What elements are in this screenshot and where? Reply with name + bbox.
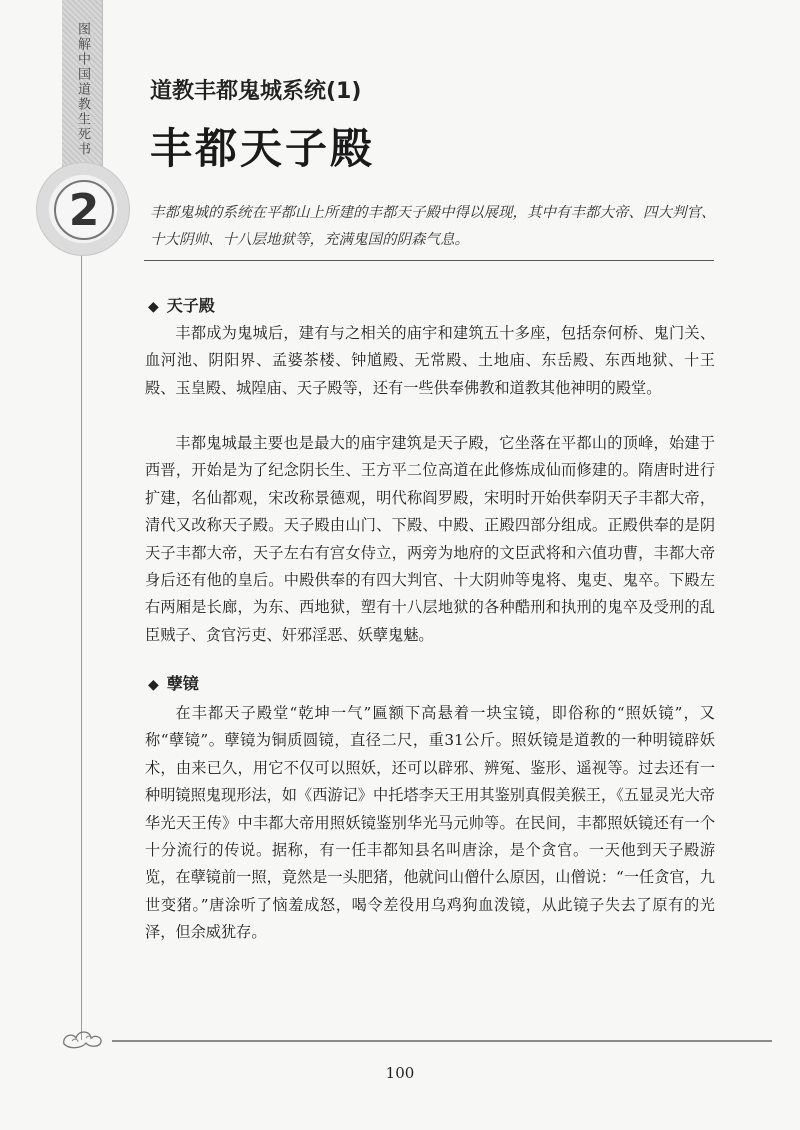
diamond-bullet-icon: ◆: [148, 677, 159, 693]
section-heading: [148, 293, 215, 316]
cloud-ornament-icon: [60, 1026, 110, 1052]
chapter-badge: [36, 162, 130, 256]
page-number: 100: [385, 1064, 415, 1082]
side-tab: [62, 0, 103, 175]
paragraph: 丰都成为鬼城后，建有与之相关的庙宇和建筑五十多座，包括奈何桥、鬼门关、血河池、阴阳界、孟婆茶楼、钟馗殿、无常殿、土地庙、东岳殿、东西地狱、十王殿、玉皇殿、城隍庙、天子殿等，还有一些供奉佛教和道教其他神明的殿堂。: [145, 324, 715, 397]
page-title: 丰都天子殿: [150, 124, 376, 173]
margin-line: [81, 250, 82, 1040]
section-subtitle: 道教丰都鬼城系统(1): [150, 79, 362, 104]
header-divider: [144, 260, 714, 261]
section-heading-label: 孽镜: [166, 674, 199, 693]
intro-summary: 丰都鬼城的系统在平都山上所建的丰都天子殿中得以展现，其中有丰都大帝、四大判官、十大阴帅、十八层地狱等，充满鬼国的阴森气息。: [150, 205, 716, 248]
diamond-bullet-icon: ◆: [148, 299, 159, 315]
chapter-number: 2: [54, 180, 114, 240]
section-heading: [148, 671, 199, 694]
side-tab-label: 图解中国道教生死书: [75, 22, 90, 157]
paragraph: 丰都鬼城最主要也是最大的庙宇建筑是天子殿，它坐落在平都山的顶峰，始建于西晋，开始是为了纪念阴长生、王方平二位高道在此修炼成仙而修建的。隋唐时进行扩建，名仙都观，宋改称景德观，明代称阎罗殿，宋明时开始供奉阴天子丰都大帝，清代又改称天子殿。天子殿由山门、下殿、中殿、正殿四部分组成。正殿供奉的是阴天子丰都大帝，天子左右有宫女侍立，两旁为地府的文臣武将和六值功曹，丰都大帝身后还有他的皇后。中殿供奉的有四大判官、十大阴帅等鬼将、鬼吏、鬼卒。下殿左右两厢是长廊，为东、西地狱，塑有十八层地狱的各种酷刑和执刑的鬼卒及受刑的乱臣贼子、贪官污吏、奸邪淫恶、妖孽鬼魅。: [145, 434, 715, 644]
section-heading-label: 天子殿: [166, 296, 215, 315]
footer-divider: [112, 1040, 772, 1042]
paragraph: 在丰都天子殿堂“乾坤一气”匾额下高悬着一块宝镜，即俗称的“照妖镜”，又称“孽镜”。孽镜为铜质圆镜，直径二尺，重31公斤。照妖镜是道教的一种明镜辟妖术，由来已久，用它不仅可以照妖，还可以辟邪、辨冤、鉴形、遥视等。过去还有一种明镜照鬼现形法，如《西游记》中托塔李天王用其鉴别真假美猴王，《五显灵光大帝华光天王传》中丰都大帝用照妖镜鉴别华光马元帅等。在民间，丰都照妖镜还有一个十分流行的传说。据称，有一任丰都知县名叫唐涂，是个贪官。一天他到天子殿游览，在孽镜前一照，竟然是一头肥猪，他就问山僧什么原因，山僧说：“一任贪官，九世变猪。”唐涂听了恼羞成怒，喝令差役用乌鸡狗血泼镜，从此镜子失去了原有的光泽，但余威犹存。: [145, 704, 715, 942]
